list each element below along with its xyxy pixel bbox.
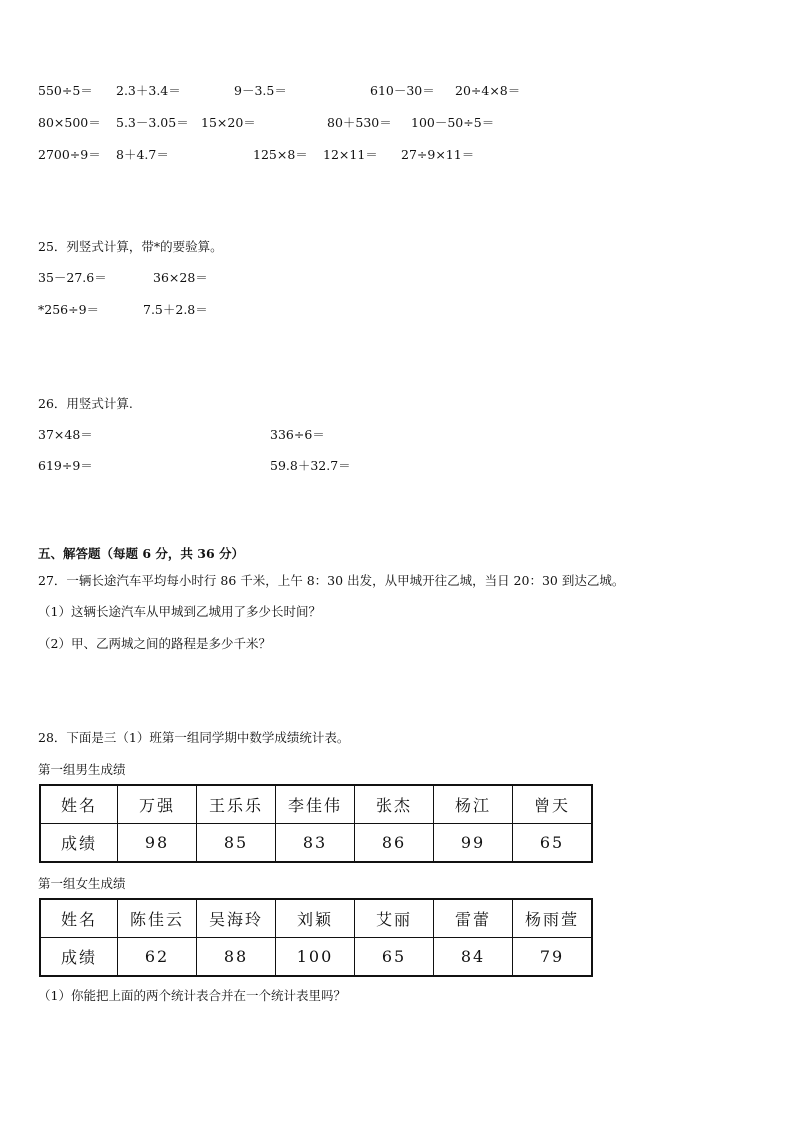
table-cell: 83: [276, 824, 355, 863]
arith-item: 550÷5＝: [38, 83, 93, 98]
q25-row-1: [0, 270, 794, 286]
arith-item: 80×500＝: [38, 115, 101, 130]
table-row: [40, 899, 592, 938]
q26-title: 26．用竖式计算.: [38, 396, 133, 411]
table-row: [40, 824, 592, 863]
girls-score-table: [39, 898, 593, 977]
table-cell: 86: [355, 824, 434, 863]
table-cell: 84: [434, 938, 513, 977]
q26-item: 336÷6＝: [270, 427, 325, 442]
table-cell: 杨江: [434, 785, 513, 824]
table-cell: 79: [513, 938, 593, 977]
q25-row-2: [0, 302, 794, 318]
table-cell: 姓名: [40, 899, 118, 938]
q25-title: 25．列竖式计算，带*的要验算。: [38, 239, 223, 254]
arith-row-3: [0, 147, 794, 163]
arith-item: 100－50÷5＝: [411, 115, 495, 130]
table-cell: 98: [118, 824, 197, 863]
table-cell: 88: [197, 938, 276, 977]
table-cell: 100: [276, 938, 355, 977]
arith-item: 125×8＝: [253, 147, 308, 162]
q26-item: 619÷9＝: [38, 458, 93, 473]
table-cell: 99: [434, 824, 513, 863]
arith-item: 2.3＋3.4＝: [116, 83, 181, 98]
arith-item: 80＋530＝: [327, 115, 392, 130]
q27-sub-1: （1）这辆长途汽车从甲城到乙城用了多少长时间？: [38, 604, 321, 619]
arith-row-1: [0, 83, 794, 99]
q26-item: 37×48＝: [38, 427, 93, 442]
boys-table-caption: 第一组男生成绩: [38, 762, 126, 777]
arith-row-2: [0, 115, 794, 131]
table-cell: 85: [197, 824, 276, 863]
boys-score-table: [39, 784, 593, 863]
table-cell: 曾天: [513, 785, 593, 824]
table-cell: 张杰: [355, 785, 434, 824]
table-cell: 李佳伟: [276, 785, 355, 824]
arith-item: 610－30＝: [370, 83, 435, 98]
table-cell: 陈佳云: [118, 899, 197, 938]
q25-item: 7.5＋2.8＝: [143, 302, 208, 317]
table-cell: 万强: [118, 785, 197, 824]
q28-sub-1: （1）你能把上面的两个统计表合并在一个统计表里吗？: [38, 988, 346, 1003]
table-cell: 62: [118, 938, 197, 977]
arith-item: 20÷4×8＝: [455, 83, 521, 98]
table-cell: 65: [355, 938, 434, 977]
table-cell: 成绩: [40, 824, 118, 863]
q25-item: *256÷9＝: [38, 302, 100, 317]
q26-row-2: [0, 458, 794, 474]
q25-item: 36×28＝: [153, 270, 208, 285]
arith-item: 27÷9×11＝: [401, 147, 475, 162]
table-cell: 65: [513, 824, 593, 863]
table-row: [40, 938, 592, 977]
q26-item: 59.8＋32.7＝: [270, 458, 351, 473]
arith-item: 9－3.5＝: [234, 83, 287, 98]
table-row: [40, 785, 592, 824]
table-cell: 艾丽: [355, 899, 434, 938]
table-cell: 王乐乐: [197, 785, 276, 824]
arith-item: 8＋4.7＝: [116, 147, 169, 162]
table-cell: 雷蕾: [434, 899, 513, 938]
q27-text: 27．一辆长途汽车平均每小时行 86 千米，上午 8：30 出发，从甲城开往乙城，当日 20：30 到达乙城。: [38, 573, 625, 588]
arith-item: 2700÷9＝: [38, 147, 101, 162]
table-cell: 刘颖: [276, 899, 355, 938]
arith-item: 5.3－3.05＝: [116, 115, 189, 130]
arith-item: 12×11＝: [323, 147, 378, 162]
q27-sub-2: （2）甲、乙两城之间的路程是多少千米？: [38, 636, 271, 651]
table-cell: 杨雨萱: [513, 899, 593, 938]
arith-item: 15×20＝: [201, 115, 256, 130]
section-heading: 五、解答题（每题 6 分，共 36 分）: [38, 546, 245, 561]
girls-table-caption: 第一组女生成绩: [38, 876, 126, 891]
q28-text: 28．下面是三（1）班第一组同学期中数学成绩统计表。: [38, 730, 350, 745]
q26-row-1: [0, 427, 794, 443]
q25-item: 35－27.6＝: [38, 270, 107, 285]
table-cell: 姓名: [40, 785, 118, 824]
table-cell: 吴海玲: [197, 899, 276, 938]
table-cell: 成绩: [40, 938, 118, 977]
